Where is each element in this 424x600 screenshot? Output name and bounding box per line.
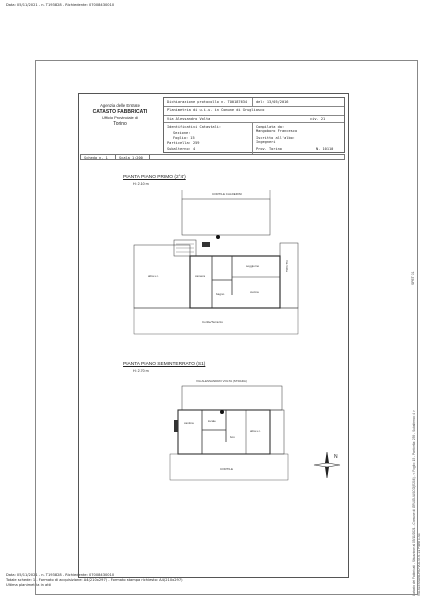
civ: civ. 21 [310, 117, 326, 121]
prov: Prov. Torino [256, 147, 282, 151]
compilata-da: Compilata da: [256, 125, 285, 129]
compilatore: Mangoboro Francesco [256, 129, 298, 133]
plan-1-label-soggiorno: soggiorno [246, 264, 260, 268]
side-text-1: Catasto dei Fabbricati - Situazione al 05/11/2021 - Comune di GRUGLIASCO(E216) - < Foglio: 15 - Particella: 259 - Subalterno: 4 > [412, 410, 416, 596]
side-text-2: VIA ALESSANDRO VOLTA n. 21 Piano 1-S1 [417, 533, 421, 596]
plan-2-road [182, 386, 282, 410]
numero-albo: N. 10110 [316, 147, 334, 151]
bottom-stamp-line-2: Totale schede: 1 - Formato di acquisizione: A4(210x297) - Formato stampa richiesto: A4(210x297) [6, 578, 183, 582]
north-label: N [334, 454, 338, 460]
plan-1-label-camera: camera [195, 274, 206, 278]
scala: Scala 1:200 [119, 155, 143, 160]
iscritto: Iscritto all'albo: [256, 136, 295, 140]
dichiarazione-date: del: 13/05/2016 [256, 100, 289, 104]
plan-1-drawing [120, 185, 340, 340]
agency-line-2: CATASTO FABBRICATI [92, 109, 148, 115]
top-stamp: Data: 05/11/2021 - n. T193828 - Richiedente: 07008430010 [6, 3, 115, 7]
plan-1-unit [190, 256, 280, 308]
plan-1-label-altra-ui: altra u.i. [148, 274, 159, 278]
plan-1-label-bagno: bagno [216, 292, 225, 296]
plan-1-label-cortile-terrazzo: Cortile/Terrazzo [202, 320, 224, 324]
side-mark: SPET 01 [411, 271, 415, 285]
planimetria: Planimetria di u.i.u. in Comune di Grugliasco [167, 108, 265, 112]
plan-2-label-altra: altra u.i. [250, 429, 261, 433]
via: Via Alessandro Volta [167, 117, 211, 121]
agency-block [80, 103, 160, 127]
plan-1-label-cucina: cucina [250, 290, 259, 294]
plan-2-label-via: VIA ALESSANDRO VOLTA (STRADA) [196, 379, 247, 383]
north-arrow-icon [312, 450, 342, 480]
bottom-stamp-line-1: Data: 05/11/2021 - n. T193828 - Richiedente: 07008430010 [6, 573, 115, 577]
plan-1-courtyard [182, 199, 270, 235]
plan-2-drawing [150, 372, 350, 502]
identificativi-label: Identificativi Catastali: [167, 125, 222, 129]
plan-2-label-cortile: CORTILE [220, 467, 233, 471]
subalterno: Subalterno: 4 [167, 147, 196, 151]
bottom-stamp-line-3: Ultima planimetria in atti [6, 583, 52, 587]
scheda-number: Scheda n. 1 [84, 155, 108, 160]
sezione: Sezione: [173, 131, 191, 135]
agency-line-3: Ufficio Provinciale di [102, 115, 138, 120]
dichiarazione: Dichiarazione protocollo n. TO0187634 [167, 100, 248, 104]
plan-1-label-cortile: CORTILE CALDERINI [212, 192, 242, 196]
header-table [163, 97, 345, 153]
plan-2-label-cantina: cantina [184, 421, 194, 425]
plan-2-label-box: box [230, 435, 235, 439]
particella: Particella: 259 [167, 141, 200, 145]
plan-1-title: PIANTA PIANO PRIMO (2°4') [123, 175, 186, 180]
agency-line-4: Torino [113, 121, 127, 127]
plan-1-label-via: Via Volta [285, 260, 289, 272]
plan-2-label-locale: locale [208, 419, 216, 423]
plan-1-height: H: 2.10 m [133, 182, 149, 186]
agency-line-1: Agenzia delle Entrate [100, 103, 140, 108]
plan-2-height: H: 2.70 m [133, 369, 149, 373]
scheda-row [80, 154, 345, 160]
foglio: Foglio: 15 [173, 136, 195, 140]
albo: Ingegneri [256, 140, 276, 144]
plan-2-title: PIANTA PIANO SEMINTERRATO (S1) [123, 362, 206, 367]
